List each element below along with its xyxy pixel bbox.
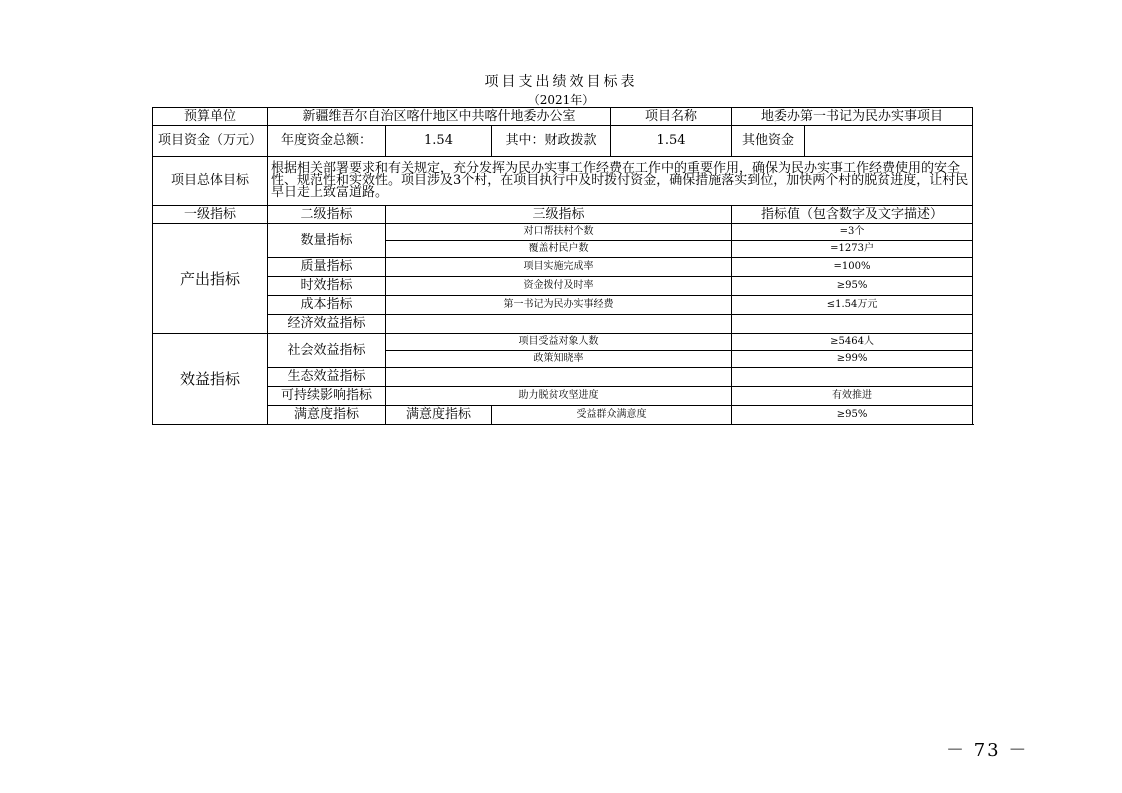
table-row	[153, 277, 973, 296]
table-row	[153, 224, 973, 241]
project-name-label: 项目名称	[611, 108, 732, 126]
funds-label: 项目资金（万元）	[153, 126, 268, 157]
indicator-name: 助力脱贫攻坚进度	[386, 387, 732, 406]
indicator-value: ≥95%	[732, 277, 973, 296]
output-indicator-label: 产出指标	[153, 224, 268, 334]
table-row	[153, 258, 973, 277]
annual-total-value: 1.54	[386, 126, 492, 157]
table-header-row	[153, 206, 973, 224]
indicator-value: =3个	[732, 224, 973, 241]
column-header: 三级指标	[386, 206, 732, 224]
budget-unit-value: 新疆维吾尔自治区喀什地区中共喀什地委办公室	[268, 108, 611, 126]
quantity-indicator-label: 数量指标	[268, 224, 386, 258]
overall-goal-label: 项目总体目标	[153, 157, 268, 206]
table-row	[153, 157, 973, 206]
indicator-value	[732, 368, 973, 387]
budget-unit-label: 预算单位	[153, 108, 268, 126]
table-row	[153, 406, 973, 425]
timeliness-indicator-label: 时效指标	[268, 277, 386, 296]
table-row	[153, 315, 973, 334]
table-row	[153, 387, 973, 406]
sustainable-indicator-label: 可持续影响指标	[268, 387, 386, 406]
indicator-value	[732, 315, 973, 334]
page-subtitle: （2021年）	[527, 93, 595, 107]
page-title: 项目支出绩效目标表	[484, 74, 638, 90]
social-indicator-label: 社会效益指标	[268, 334, 386, 368]
indicator-name: 项目实施完成率	[386, 258, 732, 277]
ecological-indicator-label: 生态效益指标	[268, 368, 386, 387]
satisfaction-level1-label: 满意度指标	[268, 406, 386, 425]
indicator-name	[386, 368, 732, 387]
indicator-name: 第一书记为民办实事经费	[386, 296, 732, 315]
annual-total-label: 年度资金总额：	[268, 126, 386, 157]
table-row	[153, 108, 973, 126]
table-row	[153, 368, 973, 387]
indicator-value: ≤1.54万元	[732, 296, 973, 315]
page-number: － 73 －	[946, 740, 1029, 761]
fiscal-label: 其中：财政拨款	[492, 126, 611, 157]
table-row	[153, 126, 973, 157]
table-row	[153, 334, 973, 351]
quality-indicator-label: 质量指标	[268, 258, 386, 277]
indicator-name: 覆盖村民户数	[386, 241, 732, 258]
column-header: 指标值（包含数字及文字描述）	[732, 206, 973, 224]
column-header: 二级指标	[268, 206, 386, 224]
performance-table	[152, 107, 973, 425]
table-row	[153, 296, 973, 315]
indicator-value: 有效推进	[732, 387, 973, 406]
satisfaction-level2-label: 满意度指标	[386, 406, 492, 425]
indicator-name: 资金拨付及时率	[386, 277, 732, 296]
indicator-value: =1273户	[732, 241, 973, 258]
indicator-value: ≥5464人	[732, 334, 973, 351]
column-header: 一级指标	[153, 206, 268, 224]
benefit-indicator-label: 效益指标	[153, 334, 268, 425]
indicator-value: =100%	[732, 258, 973, 277]
fiscal-value: 1.54	[611, 126, 732, 157]
indicator-value: ≥95%	[732, 406, 973, 425]
indicator-name	[386, 315, 732, 334]
other-funds-label: 其他资金	[732, 126, 805, 156]
project-name-value: 地委办第一书记为民办实事项目	[732, 108, 973, 126]
economic-indicator-label: 经济效益指标	[268, 315, 386, 334]
indicator-value: ≥99%	[732, 351, 973, 368]
indicator-name: 对口帮扶村个数	[386, 224, 732, 241]
indicator-name: 政策知晓率	[386, 351, 732, 368]
overall-goal-text: 根据相关部署要求和有关规定，充分发挥为民办实事工作经费在工作中的重要作用，确保为民办实事工作经费使用的安全性、规范性和实效性。项目涉及3个村，在项目执行中及时拨付资金，确保措施落实到位，加快两个村的脱贫进度，让村民早日走上致富道路。	[268, 157, 973, 206]
indicator-name: 项目受益对象人数	[386, 334, 732, 351]
indicator-name: 受益群众满意度	[492, 406, 732, 425]
other-funds-cell	[732, 126, 973, 157]
other-funds-value	[805, 126, 972, 156]
cost-indicator-label: 成本指标	[268, 296, 386, 315]
